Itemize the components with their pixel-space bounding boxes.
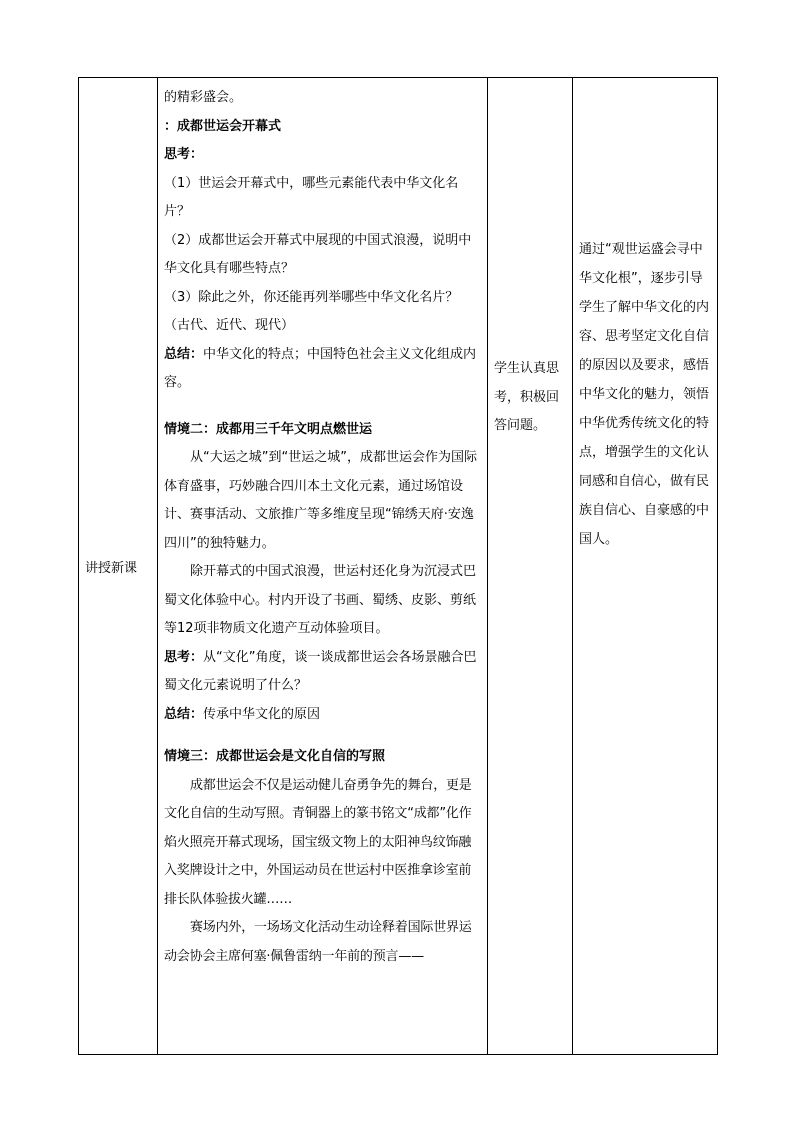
think-2 [164,644,481,701]
student-activity-text: 学生认真思考，积极回答问题。 [494,361,560,433]
question-1: （1）世运会开幕式中，哪些元素能代表中华文化名片？ [164,175,459,219]
question-3: （3）除此之外，你还能再列举哪些中华文化名片？（古代、近代、现代） [164,289,459,333]
question-2: （2）成都世运会开幕式中展现的中国式浪漫，说明中华文化具有哪些特点？ [164,232,472,276]
table-row [79,78,718,1055]
summary-1 [164,341,481,398]
teaching-content-cell [158,78,488,1055]
scene3-paragraph-2: 赛场内外，一场场文化活动生动诠释着国际世界运动会协会主席何塞·佩鲁雷纳一年前的预言—— [164,920,472,964]
summary-1-label: 总结： [164,346,204,362]
summary-2-text: 传承中华文化的原因 [203,706,321,722]
design-intent-text: 通过“观世运盛会寻中华文化根”，逐步引导学生了解中华文化的内容、思考坚定文化自信的原因以及要求，感悟中华文化的魅力，领悟中华优秀传统文化的特点，增强学生的文化认同感和自信心，做有民族自信心、自豪感的中国人。 [579,242,710,547]
section1-title: ：成都世运会开幕式 [164,118,282,134]
student-activity-cell [488,78,573,1055]
spacer [164,729,481,743]
summary-2-label: 总结： [164,706,204,722]
intro-tail: 的精彩盛会。 [164,90,243,105]
stage-cell [79,78,158,1055]
lesson-plan-table [78,77,718,1055]
summary-1-text: 中华文化的特点；中国特色社会主义文化组成内容。 [164,346,477,390]
think-2-label: 思考： [164,649,204,665]
think-2-text: 从“文化”角度，谈一谈成都世运会各场景融合巴蜀文化元素说明了什么？ [164,649,477,693]
scene2-paragraph-1: 从“大运之城”到“世运之城”，成都世运会作为国际体育盛事，巧妙融合四川本土文化元素，通过场馆设计、赛事活动、文旅推广等多维度呈现“锦绣天府·安逸四川”的独特魅力。 [164,450,477,551]
design-intent-cell [573,78,718,1055]
think-label: 思考： [164,147,204,162]
scene2-title: 情境二：成都用三千年文明点燃世运 [164,421,373,437]
scene3-paragraph-1: 成都世运会不仅是运动健儿奋勇争先的舞台，更是文化自信的生动写照。青铜器上的篆书铭文“成都”化作焰火照亮开幕式现场，国宝级文物上的太阳神鸟纹饰融入奖牌设计之中，外国运动员在世运村中医推拿诊室前排长队体验拔火罐…… [164,777,472,907]
stage-label: 讲授新课 [85,560,138,576]
scene2-paragraph-2: 除开幕式的中国式浪漫，世运村还化身为沉浸式巴蜀文化体验中心。村内开设了书画、蜀绣、皮影、剪纸等12项非物质文化遗产互动体验项目。 [164,564,477,636]
summary-2 [164,701,481,730]
spacer [164,398,481,416]
scene3-title: 情境三：成都世运会是文化自信的写照 [164,749,386,764]
